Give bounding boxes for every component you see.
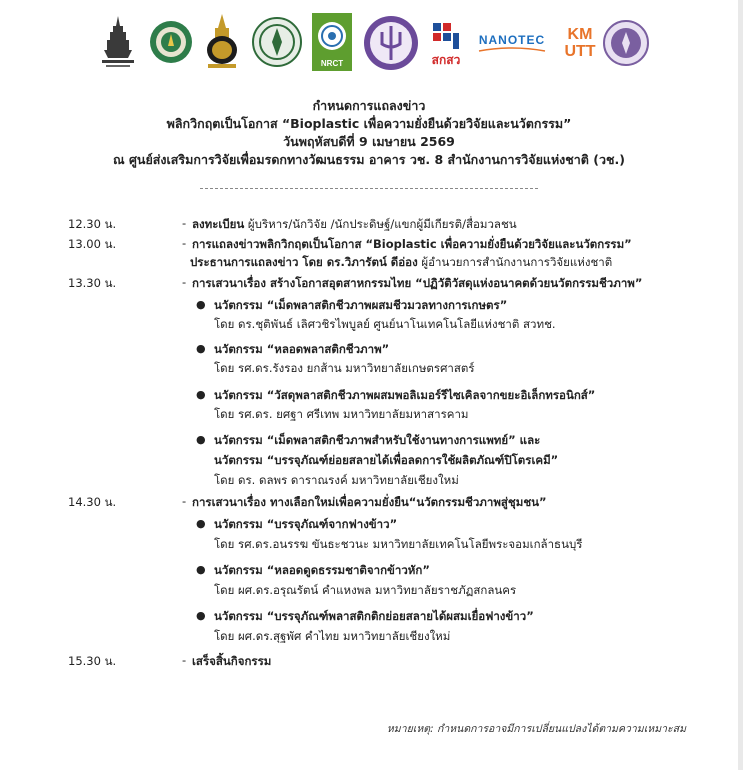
schedule-time: 15.30 น.	[68, 654, 117, 668]
event-venue: ณ ศูนย์ส่งเสริมการวิจัยเพื่อมรดกทางวัฒนธรรม อาคาร วช. 8 สำนักงานการวิจัยแห่งชาติ (วช.)	[113, 152, 625, 167]
schedule-row	[0, 432, 738, 450]
schedule-title: นวัตกรรม “บรรจุภัณฑ์จากฟางข้าว”	[214, 517, 398, 531]
logo-purple-round-seal	[600, 12, 652, 74]
bullet-icon: ●	[196, 388, 206, 401]
schedule-row	[0, 472, 738, 490]
schedule-time: 13.30 น.	[68, 276, 117, 290]
schedule-row	[0, 297, 738, 315]
schedule-row	[0, 582, 738, 600]
page-subtitle: พลิกวิกฤตเป็นโอกาส “Bioplastic เพื่อความยั่งยืนด้วยวิจัยและนวัตกรรม”	[166, 116, 572, 131]
schedule-time: 14.30 น.	[68, 495, 117, 509]
header	[0, 97, 738, 169]
schedule-time: 13.00 น.	[68, 237, 117, 251]
logo-nanotec	[468, 12, 556, 74]
schedule-title: การแถลงข่าวพลิกวิกฤตเป็นโอกาส “Bioplastic เพื่อความยั่งยืนด้วยวิจัยและนวัตกรรม”	[192, 237, 632, 251]
schedule-text: ผู้อำนวยการสำนักงานการวิจัยแห่งชาติ	[417, 255, 613, 269]
schedule-row	[0, 316, 738, 334]
schedule-row	[0, 562, 738, 580]
schedule-title: นวัตกรรม “เม็ดพลาสติกชีวภาพผสมชีวมวลทางการเกษตร”	[214, 298, 508, 312]
header-divider	[200, 188, 538, 189]
logo-kmutt	[554, 12, 606, 74]
logo-swu-seal	[98, 12, 138, 72]
schedule-row	[0, 516, 738, 534]
schedule-title: ลงทะเบียน	[192, 217, 245, 231]
logo-nanotec-caption: NANOTEC	[478, 33, 546, 47]
schedule-row	[0, 608, 738, 626]
schedule-text: โดย ผศ.ดร.อรุณรัตน์ คำแหงพล มหาวิทยาลัยราชภัฏสกลนคร	[214, 583, 517, 597]
schedule-row: 14.30 น. - การเสวนาเรื่อง ทางเลือกใหม่เพื่อความยั่งยืน“นวัตกรรมชีวภาพสู่ชุมชน”	[0, 494, 738, 512]
bullet-icon: ●	[196, 609, 206, 622]
schedule-text: โดย ผศ.ดร.สุฐพัศ คำไทย มหาวิทยาลัยเชียงใหม่	[214, 629, 451, 643]
logo-golden-crown	[202, 12, 242, 74]
schedule-row	[0, 536, 738, 554]
logo-green-ornate-seal	[250, 12, 304, 72]
schedule-title: เสร็จสิ้นกิจกรรม	[192, 654, 272, 668]
schedule-title: นวัตกรรม “เม็ดพลาสติกชีวภาพสำหรับใช้งานทางการแพทย์” และ	[214, 433, 541, 447]
schedule-row: 13.00 น. - การแถลงข่าวพลิกวิกฤตเป็นโอกาส “Bioplastic เพื่อความยั่งยืนด้วยวิจัยและนวัตกรรม”	[0, 236, 738, 254]
schedule-text: โดย รศ.ดร.อนรรฆ ขันธะชวนะ มหาวิทยาลัยเทคโนโลยีพระจอมเกล้าธนบุรี	[214, 537, 583, 551]
schedule-row	[0, 406, 738, 424]
bullet-icon: ●	[196, 298, 206, 311]
schedule-time: 12.30 น.	[68, 217, 117, 231]
logo-sokoso	[426, 12, 466, 74]
schedule-row	[0, 387, 738, 405]
footnote: หมายเหตุ: กำหนดการอาจมีการเปลี่ยนแปลงได้ตามความเหมาะสม	[386, 723, 686, 735]
schedule-title: นวัตกรรม “บรรจุภัณฑ์พลาสติกติกย่อยสลายได้ผสมเยื่อฟางข้าว”	[214, 609, 534, 623]
logo-kmutt-caption: KM UTT	[564, 26, 596, 60]
bullet-icon: ●	[196, 433, 206, 446]
schedule-title: นวัตกรรม “หลอดดูดธรรมชาติจากข้าวหัก”	[214, 563, 430, 577]
schedule-row	[0, 254, 738, 272]
logo-strip	[92, 12, 652, 76]
schedule-title: การเสวนาเรื่อง สร้างโอกาสอุตสาหกรรมไทย “ปฏิวัติวัสดุแห่งอนาคตด้วยนวัตกรรมชีวภาพ”	[192, 276, 643, 290]
schedule-title: นวัตกรรม “หลอดพลาสติกชีวภาพ”	[214, 342, 390, 356]
page-title: กำหนดการแถลงข่าว	[312, 98, 426, 113]
logo-nrct	[310, 12, 354, 72]
logo-sokoso-caption: สกสว	[431, 53, 461, 67]
schedule-row: 13.30 น. - การเสวนาเรื่อง สร้างโอกาสอุตสาหกรรมไทย “ปฏิวัติวัสดุแห่งอนาคตด้วยนวัตกรรมชีวภาพ”	[0, 275, 738, 293]
logo-nrct-caption: NRCT	[320, 59, 344, 68]
logo-purple-trident	[362, 12, 420, 74]
schedule-text: โดย ดร.ชุติพันธ์ เลิศวชิรไพบูลย์ ศูนย์นาโนเทคโนโลยีแห่งชาติ สวทช.	[214, 317, 556, 331]
schedule-row	[0, 341, 738, 359]
schedule-row	[0, 360, 738, 378]
bullet-icon: ●	[196, 342, 206, 355]
schedule-text: โดย รศ.ดร.รังรอง ยกส้าน มหาวิทยาลัยเกษตรศาสตร์	[214, 361, 475, 375]
page-edge	[738, 0, 743, 770]
schedule-row: 15.30 น. - เสร็จสิ้นกิจกรรม	[0, 653, 738, 671]
bullet-icon: ●	[196, 517, 206, 530]
event-date: วันพฤหัสบดีที่ 9 เมษายน 2569	[283, 134, 455, 149]
schedule-title: นวัตกรรม “บรรจุภัณฑ์ย่อยสลายได้เพื่อลดการใช้ผลิตภัณฑ์ปิโตรเคมี”	[214, 453, 559, 467]
schedule-text: ผู้บริหาร/นักวิจัย /นักประดิษฐ์/แขกผู้มีเกียรติ/สื่อมวลชน	[244, 217, 517, 231]
schedule-row	[0, 628, 738, 646]
schedule-title: ประธานการแถลงข่าว โดย ดร.วิภารัตน์ ดีอ่อง	[190, 255, 418, 269]
schedule-row	[0, 452, 738, 470]
bullet-icon: ●	[196, 563, 206, 576]
schedule-title: การเสวนาเรื่อง ทางเลือกใหม่เพื่อความยั่งยืน“นวัตกรรมชีวภาพสู่ชุมชน”	[192, 495, 547, 509]
schedule-row: 12.30 น. - ลงทะเบียน ผู้บริหาร/นักวิจัย /นักประดิษฐ์/แขกผู้มีเกียรติ/สื่อมวลชน	[0, 216, 738, 234]
schedule-title: นวัตกรรม “วัสดุพลาสติกชีวภาพผสมพอลิเมอร์รีไซเคิลจากขยะอิเล็กทรอนิกส์”	[214, 388, 596, 402]
logo-green-crest	[148, 12, 194, 72]
schedule-text: โดย รศ.ดร. ยศฐา ศรีเทพ มหาวิทยาลัยมหาสารคาม	[214, 407, 469, 421]
schedule-text: โดย ดร. ดลพร ดาราณรงค์ มหาวิทยาลัยเชียงใหม่	[214, 473, 459, 487]
